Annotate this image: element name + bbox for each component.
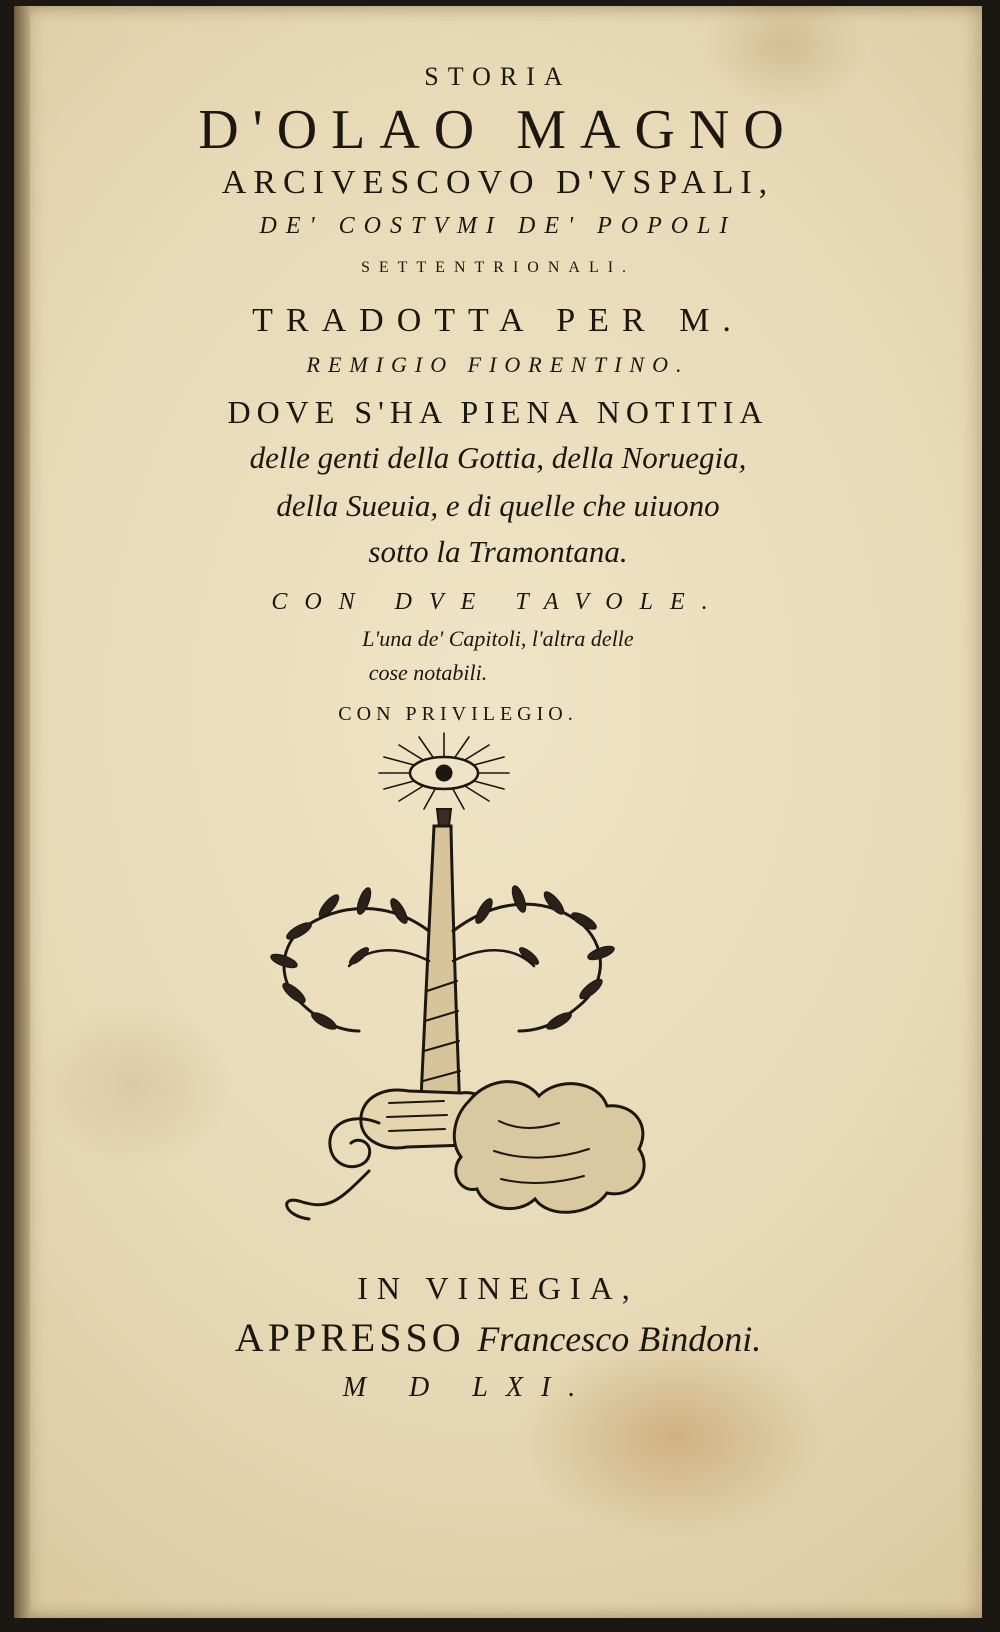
- title-line-tables-desc-1: L'una de' Capitoli, l'altra delle: [362, 626, 634, 651]
- printers-device-icon: [239, 731, 699, 1251]
- imprint-printer: [14, 1315, 982, 1360]
- imprint-place: IN VINEGIA,: [357, 1270, 639, 1306]
- title-line-customs: DE' COSTVMI DE' POPOLI: [259, 213, 737, 239]
- title-line-two-tables: CON DVE TAVOLE.: [271, 589, 725, 615]
- imprint-date: M D LXI.: [342, 1372, 594, 1403]
- title-line-tables-desc-2: cose notabili.: [368, 660, 488, 685]
- title-line-translated: TRADOTTA PER M.: [252, 302, 744, 339]
- title-line-translator: REMIGIO FIORENTINO.: [306, 352, 690, 377]
- title-line-storia: STORIA: [424, 62, 572, 91]
- imprint-appresso: APPRESSO: [234, 1315, 465, 1360]
- title-line-author: D'OLAO MAGNO: [198, 99, 798, 161]
- title-line-privilege: CON PRIVILEGIO.: [338, 703, 578, 725]
- title-line-peoples-1: delle genti della Gottia, della Noruegia,: [249, 440, 747, 475]
- title-line-notitia: DOVE S'HA PIENA NOTITIA: [227, 394, 769, 430]
- title-line-peoples-2: della Sueuia, e di quelle che uiuono: [276, 488, 720, 523]
- title-line-archbishop: ARCIVESCOVO D'VSPALI,: [221, 164, 775, 201]
- title-line-peoples-3: sotto la Tramontana.: [368, 534, 628, 569]
- title-line-northern: SETTENTRIONALI.: [360, 259, 636, 276]
- imprint-printer-name: Francesco Bindoni.: [477, 1319, 762, 1359]
- title-page: [14, 6, 982, 1618]
